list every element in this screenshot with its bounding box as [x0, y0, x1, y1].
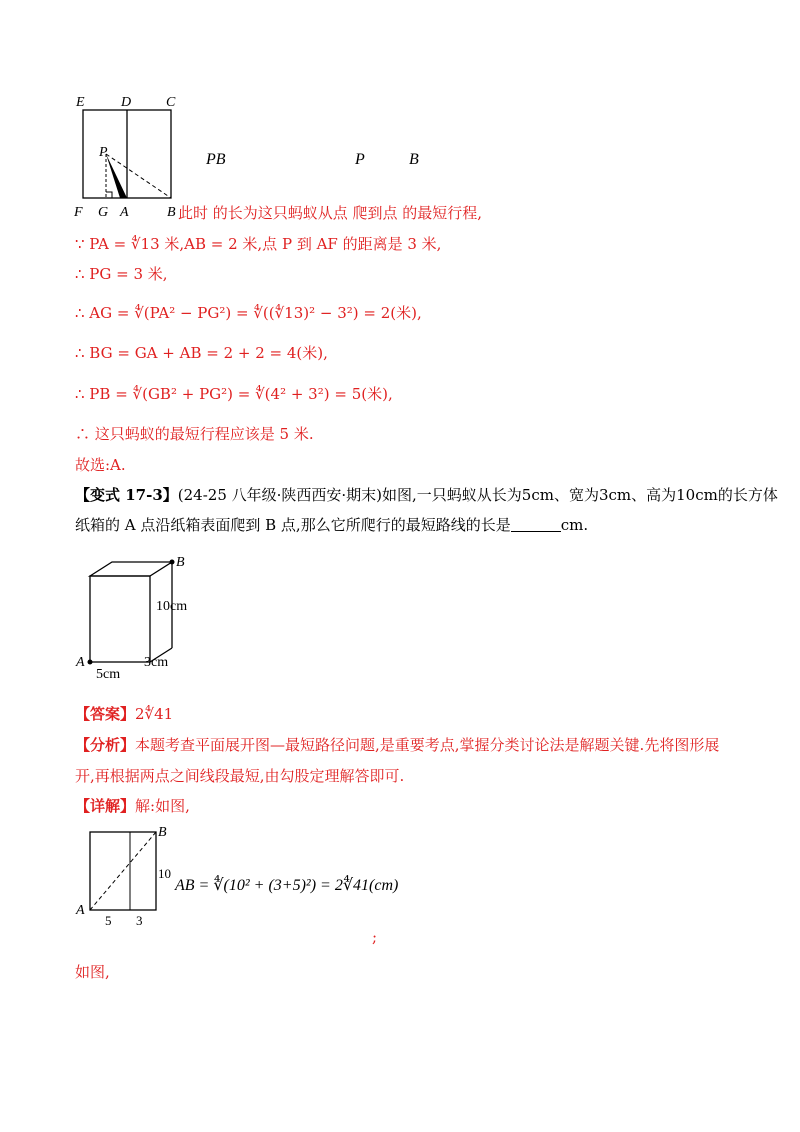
detail-line: [75, 796, 190, 816]
figure-2-box: [70, 548, 190, 683]
variant-line-1: [75, 485, 778, 505]
solution-line-2: ∵ PA = ∜13 米,AB = 2 米,点 P 到 AF 的距离是 3 米,: [75, 235, 442, 253]
label-E: E: [76, 95, 85, 110]
unfold-width: 5: [105, 913, 112, 928]
solution-line-1: 此时 的长为这只蚂蚁从点 爬到点 的最短行程,: [178, 204, 483, 222]
analysis-line-1: [75, 735, 719, 755]
answer-line: [75, 704, 173, 724]
variant-text-1: (24-25 八年级·陕西西安·期末)如图,一只蚂蚁从长为5cm、宽为3cm、高为10cm的长方体: [177, 486, 778, 504]
variant-tag: 【变式 17-3】: [75, 486, 178, 504]
box-height: 10cm: [156, 599, 188, 614]
unfold-label-A: A: [76, 903, 85, 918]
variant-text-2b: cm.: [560, 516, 589, 534]
solution-line-3: ∴ PG = 3 米,: [75, 265, 168, 283]
variant-line-2: [75, 515, 588, 535]
label-A: A: [120, 205, 129, 220]
unfold-formula: AB = ∜(10² + (3+5)²) = 2∜41(cm): [175, 877, 399, 894]
solution-choice: 故选:A.: [75, 456, 126, 474]
solution-line-5: ∴ BG = GA + AB = 2 + 2 = 4(米),: [75, 344, 328, 362]
variant-text-2a: 纸箱的 A 点沿纸箱表面爬到 B 点,那么它所爬行的最短路线的长是: [75, 516, 511, 534]
solution-line-7: ∴ 这只蚂蚁的最短行程应该是 5 米.: [75, 425, 314, 443]
box-depth: 3cm: [144, 655, 169, 670]
semicolon: ;: [372, 928, 378, 946]
analysis-line-2: 开,再根据两点之间线段最短,由勾股定理解答即可.: [75, 767, 405, 785]
label-F: F: [74, 205, 83, 220]
last-line: 如图,: [75, 963, 110, 981]
unfold-height: 10: [158, 866, 171, 881]
unfold-label-B: B: [158, 825, 167, 840]
answer-tag: 【答案】: [75, 705, 136, 723]
detail-text: 解:如图,: [135, 797, 190, 815]
detail-tag: 【详解】: [75, 797, 136, 815]
label-P: P: [99, 145, 108, 160]
stray-PB: PB: [206, 151, 226, 168]
label-C: C: [166, 95, 176, 110]
stray-B: B: [409, 151, 419, 168]
box-label-B: B: [176, 555, 185, 570]
box-label-A: A: [76, 655, 85, 670]
answer-value: 2∜41: [135, 705, 174, 723]
box-width: 5cm: [96, 667, 121, 682]
analysis-text-1: 本题考查平面展开图—最短路径问题,是重要考点,掌握分类讨论法是解题关键.先将图形展: [135, 736, 720, 754]
unfold-depth: 3: [136, 913, 143, 928]
analysis-tag: 【分析】: [75, 736, 136, 754]
label-D: D: [121, 95, 132, 110]
figure-1-diagram: [70, 92, 185, 222]
stray-P: P: [355, 151, 365, 168]
figure-3-unfolded: [70, 822, 180, 932]
answer-blank: [511, 517, 561, 532]
solution-line-4: ∴ AG = ∜(PA² − PG²) = ∜((∜13)² − 3²) = 2(米),: [75, 304, 422, 322]
label-B: B: [167, 205, 176, 220]
solution-line-6: ∴ PB = ∜(GB² + PG²) = ∜(4² + 3²) = 5(米),: [75, 385, 393, 403]
label-G: G: [98, 205, 109, 220]
